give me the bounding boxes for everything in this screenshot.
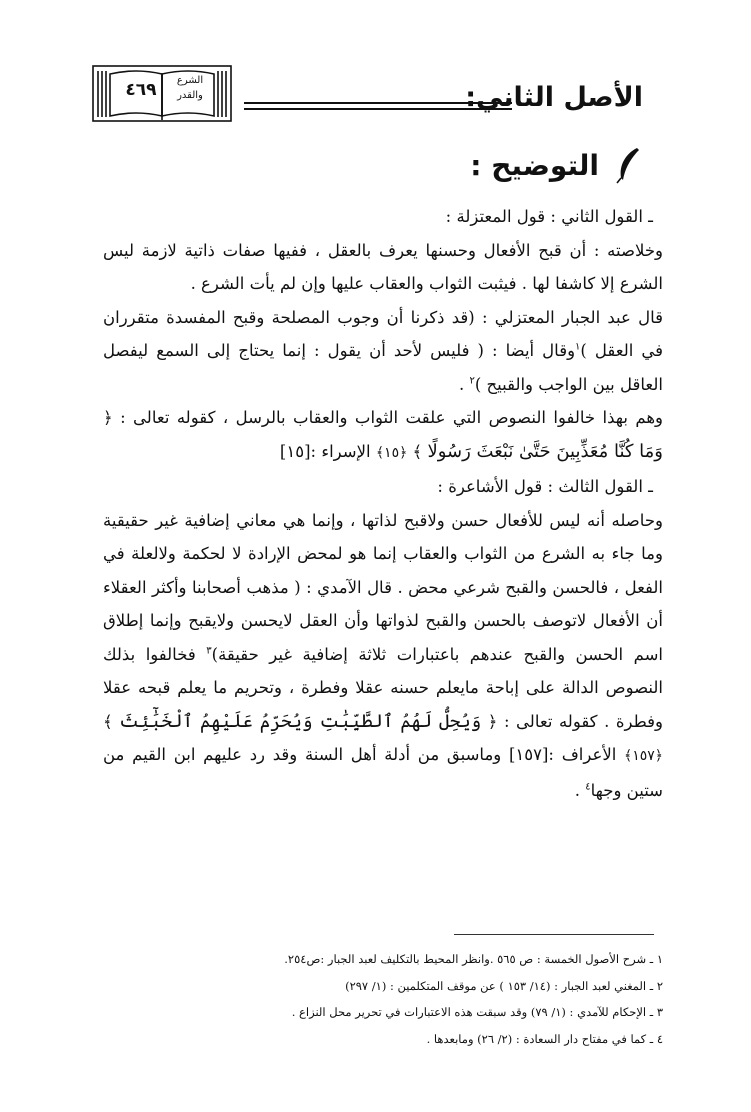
- footnote-3: ٣ ـ الإحكام للآمدي : (١/ ٧٩) وقد سبقت هذه الاعتبارات في تحرير محل النزاع .: [291, 1005, 663, 1019]
- footnote-2: ٢ ـ المغني لعبد الجبار : (١٤/ ١٥٣ ) عن موقف المتكلمين : (١/ ٢٩٧): [345, 978, 663, 993]
- main-text: [103, 200, 663, 807]
- text-fragment: الأعراف :[١٥٧] وماسبق من أدلة أهل السنة وقد رد عليهم ابن القيم من ستين وجها: [103, 745, 663, 800]
- header-rule-top: [244, 102, 512, 104]
- paragraph-verse-isra: [103, 401, 663, 470]
- paragraph-summary-mutazila: وخلاصته : أن قبح الأفعال وحسنها يعرف بالعقل ، ففيها صفات ذاتية لازمة ليس الشرع إلا كاشفا لها . فيثبت الثواب والعقاب عليها وإن لم يأت الشرع .: [103, 240, 663, 293]
- quote-text: وقال أيضا : ( فليس لأحد أن يقول : إنما يحتاج إلى السمع ليفصل العاقل بين الواجب والقبيح ): [103, 341, 663, 394]
- footnote-ref-4: ٤: [585, 781, 591, 792]
- section-heading: [470, 146, 643, 184]
- text-fragment: وحاصله أنه ليس للأفعال حسن ولاقبح لذاتها ، وإنما هي معاني إضافية غير حقيقية وما جاء به الشرع من الثواب والعقاب إنما هو لمحض الإرادة لا لحكمة ولالعلة في الفعل ، فالحسن والقبح شرعي محض . قال الآمدي : ( مذهب أصحابنا وأكثر العقلاء أن الأفعال لاتوصف بالحسن والقبح لذواتها وأن العقل لايحسن ولايقبح وإنما إطلاق اسم الحسن والقبح عندهم باعتبارات ثلاثة إضافية غير حقيقة): [103, 510, 663, 664]
- ayah-number-mark: ﴿١٥٧﴾: [624, 748, 663, 764]
- quran-verse: وَيُحِلُّ لَهُمُ ٱلطَّيِّبَٰتِ وَيُحَرِّمُ عَلَيْهِمُ ٱلْخَبَٰٓئِثَ: [119, 710, 482, 732]
- text-fragment: .: [574, 780, 586, 800]
- book-label-line1: الشرع: [176, 75, 204, 86]
- footnote-ref-3: ٣: [206, 645, 212, 656]
- footnote-separator: [454, 934, 654, 935]
- quran-verse: وَمَا كُنَّا مُعَذِّبِينَ حَتَّىٰ نَبْعَثَ رَسُولًا: [427, 440, 663, 462]
- surah-reference: الإسراء :[١٥]: [279, 441, 376, 461]
- footnote-ref-2: ٢: [469, 375, 475, 386]
- paragraph-ashaira: [103, 504, 663, 808]
- footnote-ref-1: ١: [575, 341, 581, 353]
- footnote-4: ٤ ـ كما في مفتاح دار السعادة : (٢/ ٢٦) ومابعدها .: [426, 1031, 663, 1046]
- text-fragment: .: [458, 374, 470, 394]
- section-heading-text: التوضيح :: [470, 148, 599, 182]
- text-fragment: فخالفوا بذلك النصوص الدالة على إباحة مايعلم حسنه عقلا وفطرة ، وتحريم ما يعلم قبحه عقلا وفطرة . كقوله تعالى : ﴿: [103, 644, 663, 731]
- footnotes: [103, 946, 663, 1052]
- ayah-number-mark: ﴿١٥﴾: [375, 444, 408, 461]
- header-rule-bottom: [244, 108, 512, 110]
- paragraph-abd-aljabbar: [103, 301, 663, 402]
- open-book-icon: [92, 64, 232, 124]
- chapter-title: الأصل الثاني:: [465, 82, 643, 113]
- footnote-1: ١ ـ شرح الأصول الخمسة : ص ٥٦٥ .وانظر المحيط بالتكليف لعبد الجبار :ص٢٥٤.: [284, 952, 663, 966]
- book-label-line2: والقدر: [177, 90, 203, 101]
- quill-icon: [613, 146, 643, 184]
- page-number: ٤٦٩: [125, 80, 157, 100]
- quote-text: قال عبد الجبار المعتزلي : (قد ذكرنا أن وجوب المصلحة وقبح المفسدة متقرران في العقل ): [103, 307, 663, 360]
- text-fragment: ﴾: [103, 711, 120, 731]
- text-fragment: ﴾: [407, 441, 428, 461]
- subheading-mutazila: ـ القول الثاني : قول المعتزلة :: [445, 207, 653, 226]
- text-fragment: وهم بهذا خالفوا النصوص التي علقت الثواب والعقاب بالرسل ، كقوله تعالى : ﴿: [103, 408, 663, 427]
- subheading-ashaira: ـ القول الثالث : قول الأشاعرة :: [437, 477, 653, 496]
- book-label: [166, 73, 214, 103]
